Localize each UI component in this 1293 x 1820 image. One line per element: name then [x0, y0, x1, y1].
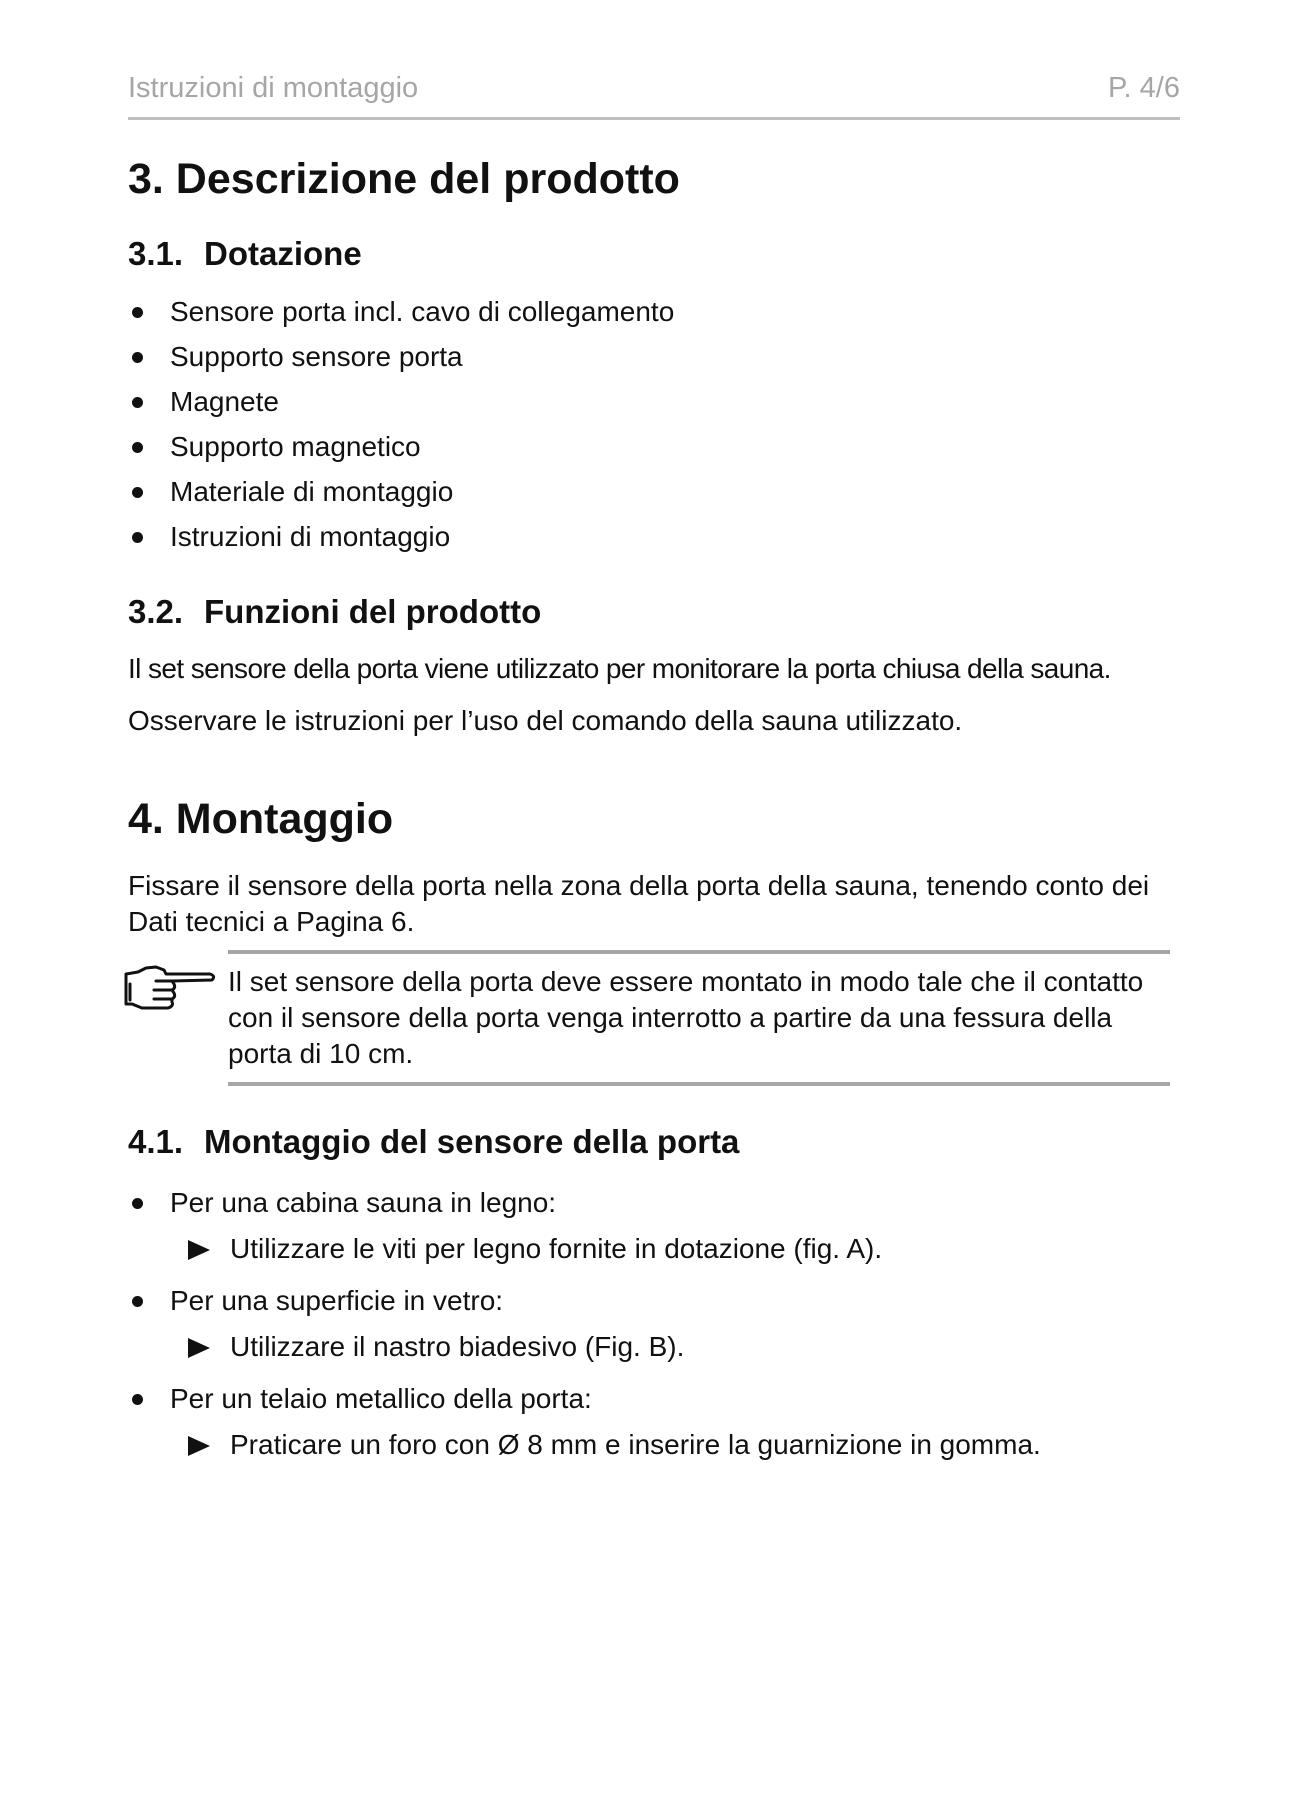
list-item-text: Magnete [170, 386, 279, 417]
bullet-icon [132, 487, 143, 498]
list-item-text: Supporto magnetico [170, 431, 421, 462]
section-3-heading: 3. Descrizione del prodotto [128, 155, 680, 203]
bullet-icon [132, 1296, 143, 1307]
list-item [128, 385, 1180, 430]
list-item-text: Materiale di montaggio [170, 476, 454, 507]
step-text: Utilizzare le viti per legno fornite in dotazione (fig. A). [230, 1233, 883, 1264]
step-text: Praticare un foro con Ø 8 mm e inserire la guarnizione in gomma. [230, 1429, 1041, 1460]
note-box [228, 950, 1170, 1086]
list-item [128, 340, 1180, 385]
arrow-right-icon [188, 1436, 210, 1456]
section-4-1-title: Montaggio del sensore della porta [204, 1123, 740, 1160]
section-4-1-number: 4.1. [128, 1123, 184, 1160]
function-paragraph: Il set sensore della porta viene utilizzato per monitorare la porta chiusa della sauna. [128, 653, 1111, 684]
list-item [128, 1284, 1180, 1364]
mounting-intro: Fissare il sensore della porta nella zona della porta della sauna, tenendo conto dei Dati tecnici a Pagina 6. [128, 870, 1150, 937]
arrow-right-icon [188, 1240, 210, 1260]
arrow-right-icon [188, 1338, 210, 1358]
list-item-text: Supporto sensore porta [170, 341, 463, 372]
bullet-icon [132, 1198, 143, 1209]
step-item [170, 1232, 1180, 1266]
section-3-1-heading [128, 236, 362, 272]
section-4-1-heading [128, 1124, 739, 1160]
header-page-number: P. 4/6 [1107, 72, 1180, 104]
supply-list [128, 295, 1180, 565]
mounting-cases-list [128, 1186, 1180, 1480]
running-header [128, 70, 1180, 120]
list-item [128, 1382, 1180, 1462]
list-item [128, 1186, 1180, 1266]
bullet-icon [132, 307, 143, 318]
note-text: Il set sensore della porta deve essere montato in modo tale che il contatto con il sensore della porta venga interrotto a partire da una fessura della porta di 10 cm. [228, 966, 1144, 1069]
section-3-2-number: 3.2. [128, 593, 184, 630]
section-3-2-heading [128, 594, 541, 630]
section-3-1-title: Dotazione [204, 235, 362, 272]
header-doc-title: Istruzioni di montaggio [128, 72, 419, 104]
case-label: Per una superficie in vetro: [170, 1285, 504, 1316]
section-4-heading: 4. Montaggio [128, 795, 394, 843]
bullet-icon [132, 352, 143, 363]
section-3-2-title: Funzioni del prodotto [204, 593, 542, 630]
section-3-1-number: 3.1. [128, 235, 184, 272]
list-item [128, 430, 1180, 475]
step-item [170, 1428, 1180, 1462]
bullet-icon [132, 397, 143, 408]
pointing-hand-icon [122, 964, 218, 1012]
step-text: Utilizzare il nastro biadesivo (Fig. B). [230, 1331, 685, 1362]
list-item [128, 475, 1180, 520]
list-item-text: Istruzioni di montaggio [170, 521, 451, 552]
list-item-text: Sensore porta incl. cavo di collegamento [170, 296, 675, 327]
bullet-icon [132, 442, 143, 453]
case-label: Per un telaio metallico della porta: [170, 1383, 592, 1414]
list-item [128, 520, 1180, 565]
document-page [128, 0, 1180, 1820]
case-label: Per una cabina sauna in legno: [170, 1187, 557, 1218]
bullet-icon [132, 1394, 143, 1405]
step-item [170, 1330, 1180, 1364]
instructions-paragraph: Osservare le istruzioni per l’uso del comando della sauna utilizzato. [128, 705, 963, 736]
list-item [128, 295, 1180, 340]
bullet-icon [132, 532, 143, 543]
